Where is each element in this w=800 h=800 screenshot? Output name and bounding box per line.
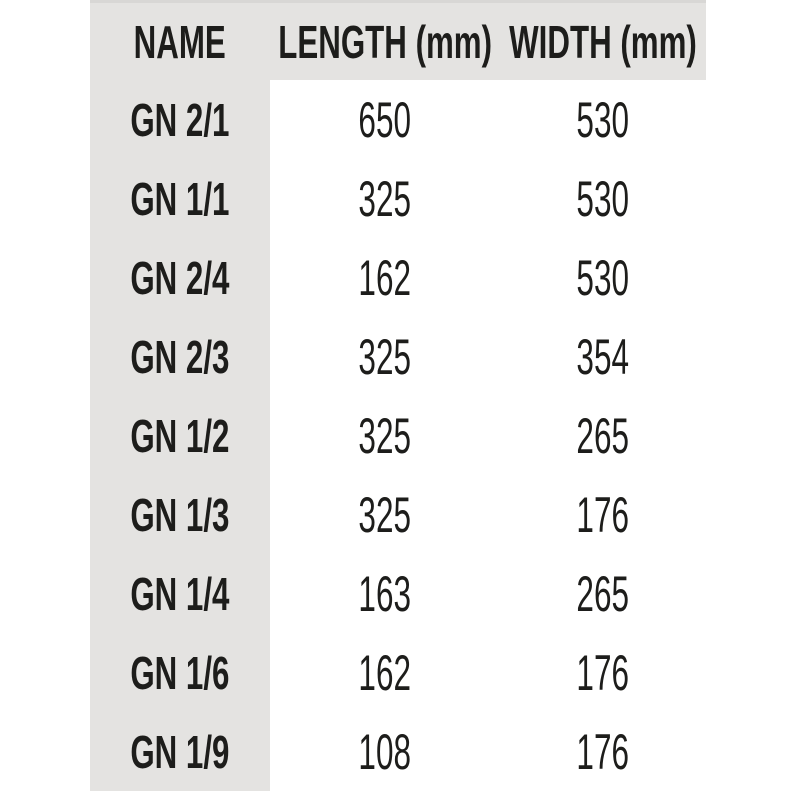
width-cell [500, 475, 706, 554]
length-cell [270, 317, 500, 396]
row-name: GN 2/4 [130, 251, 230, 304]
table-row [90, 159, 706, 238]
length-cell [270, 554, 500, 633]
table-row [90, 554, 706, 633]
row-width: 530 [576, 91, 630, 148]
name-cell [90, 317, 270, 396]
row-name: GN 2/1 [130, 93, 230, 146]
length-cell [270, 238, 500, 317]
row-length: 325 [358, 407, 412, 464]
size-table [90, 0, 706, 791]
row-length: 325 [358, 170, 412, 227]
row-width: 354 [576, 328, 630, 385]
length-cell [270, 633, 500, 712]
width-cell [500, 396, 706, 475]
row-width: 176 [576, 723, 630, 780]
row-width: 265 [576, 565, 630, 622]
row-width: 176 [576, 644, 630, 701]
row-length: 162 [358, 249, 412, 306]
length-cell [270, 80, 500, 159]
header-name [90, 3, 270, 80]
row-name: GN 2/3 [130, 330, 230, 383]
width-cell [500, 317, 706, 396]
length-cell [270, 396, 500, 475]
name-cell [90, 554, 270, 633]
row-width: 265 [576, 407, 630, 464]
table-row [90, 396, 706, 475]
header-length-label: LENGTH (mm) [278, 15, 492, 68]
row-name: GN 1/6 [130, 646, 230, 699]
table-row [90, 317, 706, 396]
row-name: GN 1/9 [130, 725, 230, 778]
row-length: 325 [358, 486, 412, 543]
row-length: 650 [358, 91, 412, 148]
row-width: 530 [576, 170, 630, 227]
row-name: GN 1/4 [130, 567, 230, 620]
width-cell [500, 633, 706, 712]
length-cell [270, 712, 500, 791]
row-length: 162 [358, 644, 412, 701]
row-length: 325 [358, 328, 412, 385]
table-row [90, 238, 706, 317]
width-cell [500, 80, 706, 159]
width-cell [500, 712, 706, 791]
table-row [90, 80, 706, 159]
width-cell [500, 159, 706, 238]
name-cell [90, 396, 270, 475]
name-cell [90, 475, 270, 554]
name-cell [90, 238, 270, 317]
table-row [90, 633, 706, 712]
row-width: 530 [576, 249, 630, 306]
width-cell [500, 238, 706, 317]
length-cell [270, 159, 500, 238]
table-header-row [90, 0, 706, 80]
header-name-label: NAME [133, 15, 227, 68]
row-name: GN 1/2 [130, 409, 230, 462]
name-cell [90, 633, 270, 712]
width-cell [500, 554, 706, 633]
header-length [270, 3, 500, 80]
name-cell [90, 712, 270, 791]
name-cell [90, 159, 270, 238]
table-row [90, 475, 706, 554]
row-length: 163 [358, 565, 412, 622]
row-length: 108 [358, 723, 412, 780]
table-row [90, 712, 706, 791]
row-width: 176 [576, 486, 630, 543]
row-name: GN 1/1 [130, 172, 230, 225]
length-cell [270, 475, 500, 554]
name-cell [90, 80, 270, 159]
header-width [500, 3, 706, 80]
header-width-label: WIDTH (mm) [509, 15, 697, 68]
row-name: GN 1/3 [130, 488, 230, 541]
